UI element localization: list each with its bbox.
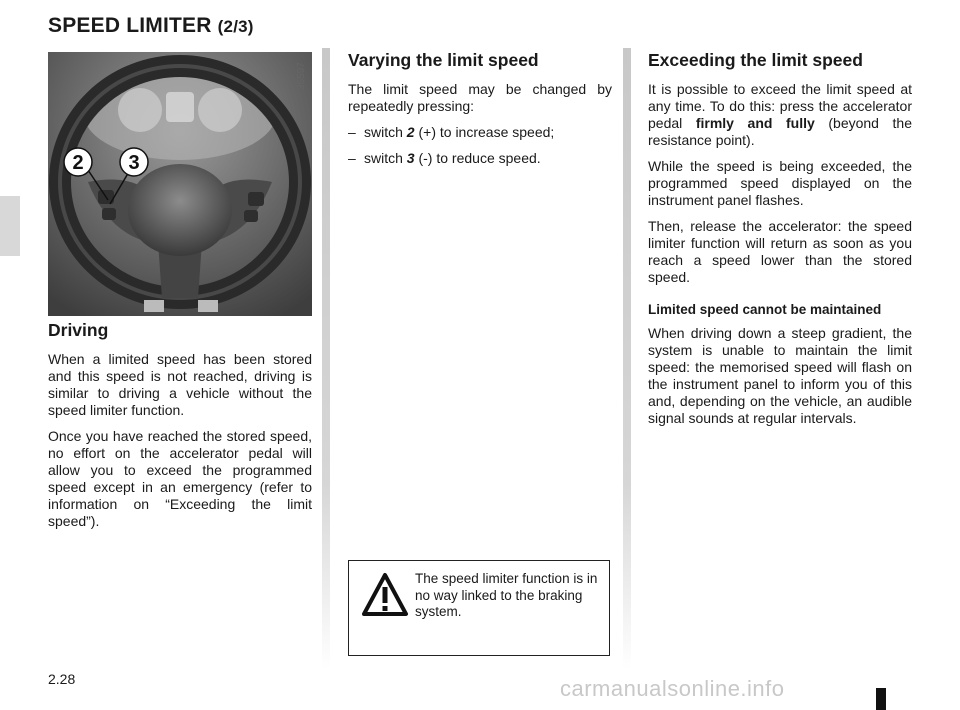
driving-section bbox=[48, 320, 312, 539]
exceeding-section bbox=[648, 50, 912, 436]
column-divider-1 bbox=[322, 48, 330, 670]
varying-heading: Varying the limit speed bbox=[348, 50, 539, 70]
list-text: switch 2 (+) to increase speed; bbox=[364, 124, 555, 140]
list-item bbox=[348, 124, 612, 141]
column-divider-2 bbox=[623, 48, 631, 670]
callout-3: 3 bbox=[128, 152, 140, 174]
driving-paragraph-2: Once you have reached the stored speed, no effort on the accelerator pedal will allow you to exceed the programmed speed except in an emergency (refer to information on “Exceeding the limit speed”). bbox=[48, 428, 312, 529]
chapter-tab bbox=[0, 196, 20, 256]
driving-heading: Driving bbox=[48, 320, 109, 340]
list-dash: – bbox=[348, 150, 356, 166]
exceeding-heading: Exceeding the limit speed bbox=[648, 50, 863, 70]
exceeding-paragraph-3: Then, release the accelerator: the speed limiter function will return as soon as you reach a speed lower than the stored speed. bbox=[648, 218, 912, 285]
list-dash: – bbox=[348, 124, 356, 140]
exceeding-paragraph-2: While the speed is being exceeded, the programmed speed displayed on the instrument panel flashes. bbox=[648, 158, 912, 208]
callout-2: 2 bbox=[72, 152, 84, 174]
page-end-marker bbox=[876, 688, 886, 710]
warning-text: The speed limiter function is in no way linked to the braking system. bbox=[415, 571, 598, 619]
exceeding-paragraph-1: It is possible to exceed the limit speed at any time. To do this: press the accelerator pedal firmly and fully (beyond the resistance point). bbox=[648, 81, 913, 148]
watermark: carmanualsonline.info bbox=[560, 676, 785, 701]
exceeding-paragraph-4: When driving down a steep gradient, the system is unable to maintain the limit speed: the memorised speed will flash on the instrument panel to inform you of this and, depending on the vehicle, an audible signal sounds at regular intervals. bbox=[648, 325, 912, 426]
steering-wheel-illustration bbox=[48, 52, 312, 316]
varying-section bbox=[348, 50, 612, 176]
page-title bbox=[48, 14, 254, 38]
exceeding-subheading: Limited speed cannot be maintained bbox=[648, 302, 882, 317]
steering-wheel-photo bbox=[48, 52, 312, 316]
warning-box bbox=[348, 560, 610, 656]
page-number: 2.28 bbox=[48, 671, 76, 687]
page-title-sub: (2/3) bbox=[217, 17, 254, 36]
page-title-main: SPEED LIMITER bbox=[48, 14, 212, 37]
figure-code: 35597 bbox=[296, 62, 307, 90]
warning-triangle-icon bbox=[361, 571, 409, 619]
list-text: switch 3 (-) to reduce speed. bbox=[364, 150, 541, 166]
varying-intro: The limit speed may be changed by repeatedly pressing: bbox=[348, 81, 612, 114]
driving-paragraph-1: When a limited speed has been stored and this speed is not reached, driving is similar to driving a vehicle without the speed limiter function. bbox=[48, 351, 312, 418]
list-item bbox=[348, 150, 612, 167]
